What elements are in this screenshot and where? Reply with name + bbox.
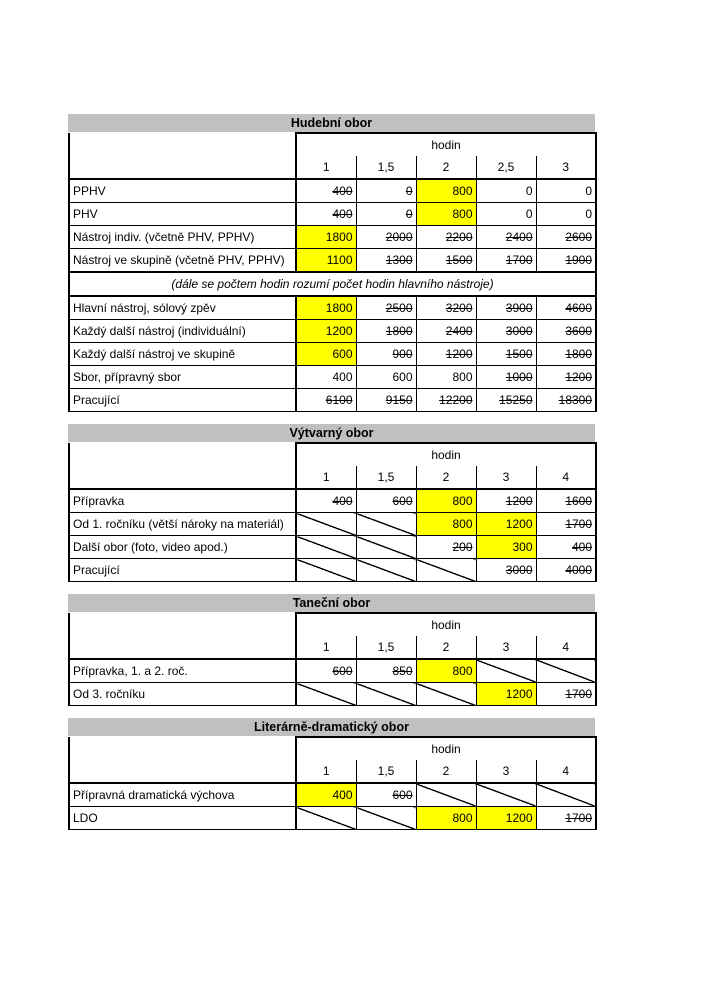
struck-value: 900 (392, 347, 413, 361)
column-header: 2 (416, 636, 476, 659)
struck-value: 2000 (385, 230, 413, 244)
value-cell (356, 226, 416, 249)
struck-value: 3000 (505, 563, 533, 577)
table-row (69, 179, 596, 203)
table-row (69, 296, 596, 320)
row-label: Nástroj indiv. (včetně PHV, PPHV) (69, 226, 296, 249)
struck-value: 2400 (445, 324, 473, 338)
row-label: Od 1. ročníku (větší nároky na materiál) (69, 513, 296, 536)
row-label: LDO (69, 807, 296, 830)
value-cell (476, 513, 536, 536)
empty-cell (296, 513, 356, 536)
struck-value: 400 (332, 184, 353, 198)
hours-header-row (69, 133, 596, 156)
columns-header-row (69, 760, 596, 783)
struck-value: 12200 (439, 393, 473, 407)
value-cell (536, 320, 596, 343)
column-header: 1,5 (356, 156, 416, 179)
section-vytvarny-obor (68, 424, 595, 582)
column-header: 2 (416, 156, 476, 179)
struck-value: 2200 (445, 230, 473, 244)
table-row (69, 389, 596, 412)
value-cell (536, 179, 596, 203)
row-label: Přípravka, 1. a 2. roč. (69, 659, 296, 683)
section-hudebni-obor (68, 114, 595, 412)
row-label: PHV (69, 203, 296, 226)
hours-header-row (69, 613, 596, 636)
row-label: Pracující (69, 559, 296, 582)
struck-value: 9150 (385, 393, 413, 407)
struck-value: 400 (332, 207, 353, 221)
row-label: Každý další nástroj ve skupině (69, 343, 296, 366)
value: 1200 (505, 687, 533, 701)
value: 1800 (325, 301, 353, 315)
value: 1100 (326, 253, 353, 267)
value: 400 (332, 788, 353, 802)
empty-cell (356, 536, 416, 559)
struck-value: 1800 (385, 324, 413, 338)
value: 600 (332, 347, 353, 361)
value-cell (416, 296, 476, 320)
value: 800 (452, 494, 473, 508)
column-header: 3 (476, 760, 536, 783)
value-cell (296, 296, 356, 320)
struck-value: 600 (332, 664, 353, 678)
value-cell (356, 389, 416, 412)
value-cell (536, 559, 596, 582)
column-header: 4 (536, 466, 596, 489)
empty-cell (416, 783, 476, 807)
empty-cell (356, 807, 416, 830)
hours-label: hodin (296, 443, 596, 466)
value-cell (296, 320, 356, 343)
value-cell (536, 389, 596, 412)
empty-cell (356, 513, 416, 536)
value-cell (416, 320, 476, 343)
note-row (69, 272, 596, 296)
value-cell (476, 179, 536, 203)
column-header: 2 (416, 760, 476, 783)
value-cell (356, 366, 416, 389)
value-cell (536, 343, 596, 366)
row-label: Přípravná dramatická výchova (69, 783, 296, 807)
value: 800 (452, 184, 473, 198)
value-cell (536, 513, 596, 536)
empty-cell (356, 559, 416, 582)
value-cell (536, 807, 596, 830)
value-cell (476, 536, 536, 559)
table-row (69, 489, 596, 513)
value-cell (296, 659, 356, 683)
value-cell (536, 296, 596, 320)
struck-value: 1700 (565, 687, 593, 701)
value: 800 (452, 811, 473, 825)
note-text: (dále se počtem hodin rozumí počet hodin hlavního nástroje) (69, 272, 596, 296)
empty-cell (296, 536, 356, 559)
value-cell (476, 203, 536, 226)
table-row (69, 659, 596, 683)
table-row (69, 683, 596, 706)
empty-cell (476, 659, 536, 683)
empty-cell (296, 807, 356, 830)
value-cell (476, 807, 536, 830)
row-label: Od 3. ročníku (69, 683, 296, 706)
columns-header-row (69, 636, 596, 659)
fee-table (68, 442, 597, 582)
column-header: 1 (322, 640, 330, 654)
row-label: Každý další nástroj (individuální) (69, 320, 296, 343)
column-header: 4 (536, 760, 596, 783)
value-cell (536, 226, 596, 249)
struck-value: 4600 (565, 301, 593, 315)
column-header: 4 (536, 636, 596, 659)
struck-value: 0 (405, 207, 413, 221)
hours-header-row (69, 443, 596, 466)
struck-value: 400 (332, 494, 353, 508)
value-cell (536, 683, 596, 706)
table-row (69, 513, 596, 536)
value-cell (296, 203, 356, 226)
section-title: Výtvarný obor (68, 424, 595, 442)
value-cell (476, 489, 536, 513)
value: 0 (525, 184, 533, 198)
section-literarne-dramaticky-obor (68, 718, 595, 830)
column-header: 2 (416, 466, 476, 489)
struck-value: 1700 (505, 253, 533, 267)
value-cell (356, 249, 416, 273)
struck-value: 1200 (565, 370, 593, 384)
struck-value: 18300 (558, 393, 593, 407)
hours-header-row (69, 737, 596, 760)
struck-value: 1200 (505, 494, 533, 508)
table-row (69, 203, 596, 226)
row-label: PPHV (69, 179, 296, 203)
struck-value: 2500 (385, 301, 413, 315)
value: 1200 (505, 811, 533, 825)
struck-value: 4000 (565, 563, 593, 577)
value-cell (416, 536, 476, 559)
struck-value: 1900 (565, 253, 593, 267)
value-cell (476, 366, 536, 389)
value: 800 (452, 517, 473, 531)
value-cell (296, 389, 356, 412)
row-label: Hlavní nástroj, sólový zpěv (69, 296, 296, 320)
fee-table (68, 736, 597, 830)
value-cell (416, 203, 476, 226)
struck-value: 15250 (499, 393, 533, 407)
fee-sheet (68, 114, 595, 842)
struck-value: 1600 (565, 494, 593, 508)
value-cell (416, 366, 476, 389)
value-cell (356, 659, 416, 683)
struck-value: 400 (572, 540, 593, 554)
value: 300 (512, 540, 533, 554)
value-cell (416, 389, 476, 412)
column-header: 1,5 (356, 636, 416, 659)
value-cell (296, 489, 356, 513)
table-row (69, 366, 596, 389)
table-row (69, 559, 596, 582)
value: 800 (452, 370, 473, 384)
struck-value: 3600 (565, 324, 593, 338)
value-cell (536, 366, 596, 389)
table-row (69, 807, 596, 830)
row-label: Nástroj ve skupině (včetně PHV, PPHV) (69, 249, 296, 273)
value: 600 (392, 370, 413, 384)
empty-cell (416, 683, 476, 706)
value-cell (296, 249, 356, 273)
section-title: Hudební obor (68, 114, 595, 132)
struck-value: 1000 (505, 370, 533, 384)
value-cell (356, 179, 416, 203)
column-header: 1,5 (356, 466, 416, 489)
value-cell (476, 296, 536, 320)
section-tanecni-obor (68, 594, 595, 706)
section-title: Taneční obor (68, 594, 595, 612)
value-cell (476, 249, 536, 273)
value-cell (356, 320, 416, 343)
value-cell (536, 203, 596, 226)
value: 0 (585, 207, 593, 221)
struck-value: 1200 (445, 347, 473, 361)
empty-cell (476, 783, 536, 807)
value-cell (476, 389, 536, 412)
struck-value: 2600 (565, 230, 593, 244)
value: 400 (332, 370, 353, 384)
struck-value: 0 (405, 184, 413, 198)
value: 1800 (325, 230, 353, 244)
value-cell (416, 659, 476, 683)
table-row (69, 320, 596, 343)
table-row (69, 783, 596, 807)
value-cell (296, 179, 356, 203)
column-header: 3 (476, 466, 536, 489)
value-cell (536, 489, 596, 513)
value-cell (536, 536, 596, 559)
table-row (69, 226, 596, 249)
value: 1200 (325, 324, 353, 338)
value: 800 (452, 207, 473, 221)
value: 1200 (505, 517, 533, 531)
struck-value: 1300 (385, 253, 413, 267)
empty-cell (296, 559, 356, 582)
hours-label: hodin (296, 737, 596, 760)
value: 0 (525, 207, 533, 221)
column-header: 1 (322, 470, 330, 484)
value-cell (416, 179, 476, 203)
value-cell (416, 513, 476, 536)
value-cell (356, 489, 416, 513)
value-cell (356, 343, 416, 366)
struck-value: 2400 (505, 230, 533, 244)
empty-cell (416, 559, 476, 582)
section-title: Literárně-dramatický obor (68, 718, 595, 736)
value-cell (416, 807, 476, 830)
empty-cell (296, 683, 356, 706)
column-header: 1 (322, 160, 330, 174)
column-header: 2,5 (476, 156, 536, 179)
struck-value: 600 (392, 788, 413, 802)
empty-cell (536, 659, 596, 683)
value-cell (356, 783, 416, 807)
struck-value: 3900 (505, 301, 533, 315)
value-cell (296, 226, 356, 249)
value-cell (476, 559, 536, 582)
value: 0 (585, 184, 593, 198)
value-cell (476, 320, 536, 343)
hours-label: hodin (296, 613, 596, 636)
column-header: 3 (536, 156, 596, 179)
struck-value: 1500 (445, 253, 473, 267)
value-cell (356, 203, 416, 226)
hours-label: hodin (296, 133, 596, 156)
column-header: 1,5 (356, 760, 416, 783)
value-cell (296, 783, 356, 807)
columns-header-row (69, 156, 596, 179)
value-cell (356, 296, 416, 320)
value-cell (296, 343, 356, 366)
struck-value: 3000 (505, 324, 533, 338)
empty-cell (536, 783, 596, 807)
struck-value: 600 (392, 494, 413, 508)
table-row (69, 536, 596, 559)
value-cell (476, 226, 536, 249)
value-cell (416, 489, 476, 513)
value-cell (536, 249, 596, 273)
column-header: 1 (322, 764, 330, 778)
struck-value: 6100 (325, 393, 353, 407)
value: 800 (452, 664, 473, 678)
value-cell (416, 343, 476, 366)
value-cell (416, 249, 476, 273)
row-label: Pracující (69, 389, 296, 412)
table-row (69, 249, 596, 273)
row-label: Přípravka (69, 489, 296, 513)
struck-value: 200 (452, 540, 473, 554)
struck-value: 1700 (565, 517, 593, 531)
struck-value: 1800 (565, 347, 593, 361)
value-cell (476, 683, 536, 706)
struck-value: 850 (392, 664, 413, 678)
table-row (69, 343, 596, 366)
value-cell (476, 343, 536, 366)
row-label: Další obor (foto, video apod.) (69, 536, 296, 559)
empty-cell (356, 683, 416, 706)
struck-value: 1500 (505, 347, 533, 361)
struck-value: 3200 (445, 301, 473, 315)
struck-value: 1700 (565, 811, 593, 825)
row-label: Sbor, přípravný sbor (69, 366, 296, 389)
value-cell (296, 366, 356, 389)
columns-header-row (69, 466, 596, 489)
fee-table (68, 612, 597, 706)
value-cell (416, 226, 476, 249)
fee-table (68, 132, 597, 412)
column-header: 3 (476, 636, 536, 659)
